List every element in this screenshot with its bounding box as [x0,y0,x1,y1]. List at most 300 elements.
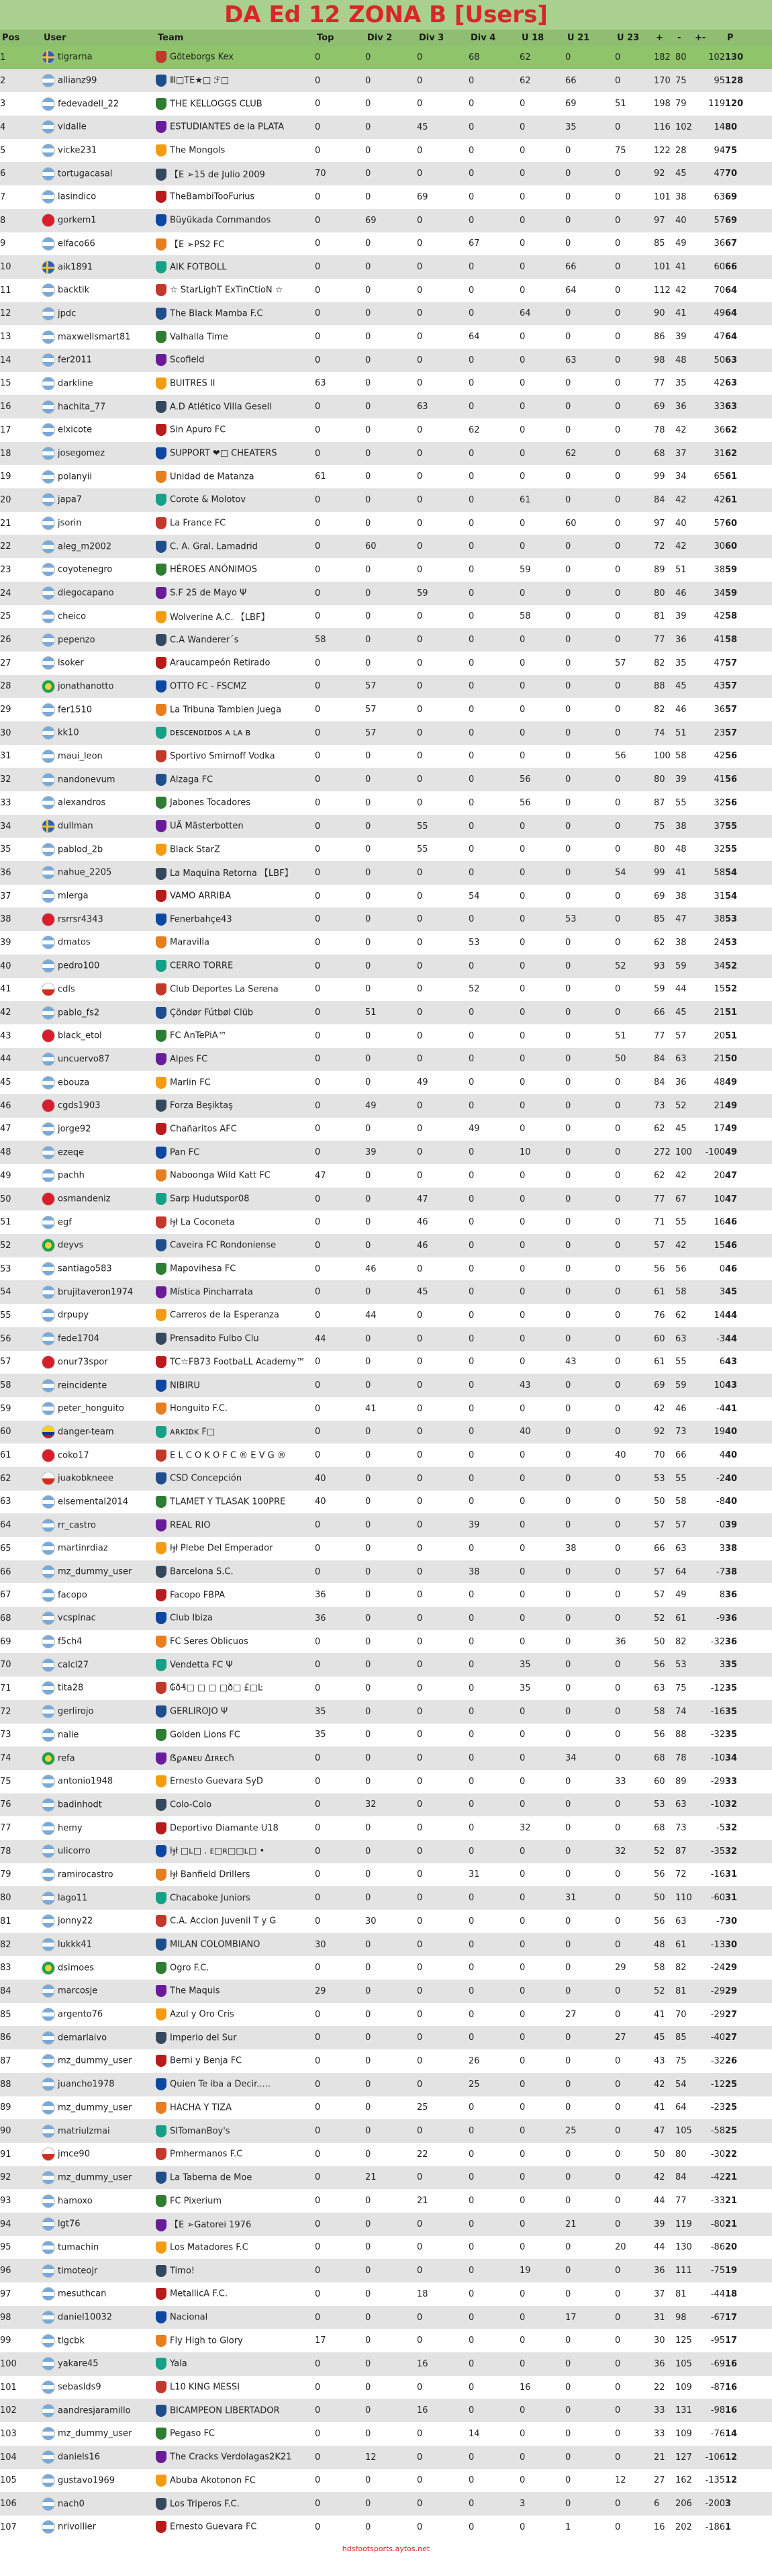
username-link[interactable]: reincidente [58,1380,107,1391]
team-cell[interactable] [156,1700,315,1724]
username-link[interactable]: nrivollier [58,2522,97,2532]
col-header-diff[interactable]: +- [695,32,706,43]
team-name-link[interactable]: ☆ StarLighT ExTinCtioN ☆ [170,285,283,296]
user-cell[interactable] [42,1397,156,1421]
user-cell[interactable] [42,791,156,815]
team-name-link[interactable]: Pegaso FC [170,2428,215,2439]
username-link[interactable]: elfaco66 [58,238,95,249]
user-cell[interactable] [42,815,156,838]
username-link[interactable]: coyotenegro [58,564,113,575]
team-cell[interactable] [156,116,315,139]
team-name-link[interactable]: TC☆FB73 FootbaLL Academy™ [170,1357,305,1368]
username-link[interactable]: egf [58,1217,72,1228]
team-cell[interactable] [156,1607,315,1630]
team-cell[interactable] [156,162,315,185]
team-cell[interactable] [156,1770,315,1793]
team-name-link[interactable]: S.F 25 de Mayo Ψ [170,588,247,598]
col-header-minus[interactable]: - [677,32,681,43]
team-cell[interactable] [156,1024,315,1048]
username-link[interactable]: ezeqe [58,1147,85,1158]
team-cell[interactable] [156,885,315,908]
user-cell[interactable] [42,1560,156,1584]
col-header-div2[interactable]: Div 2 [367,32,393,43]
team-cell[interactable] [156,1746,315,1770]
user-cell[interactable] [42,1024,156,1048]
user-cell[interactable] [42,279,156,302]
team-name-link[interactable]: ESTUDIANTES de la PLATA [170,122,285,132]
team-cell[interactable] [156,1444,315,1467]
username-link[interactable]: tita28 [58,1683,84,1693]
team-name-link[interactable]: CSD Concepción [170,1473,242,1484]
username-link[interactable]: jmce90 [58,2149,90,2160]
team-name-link[interactable]: Carreros de la Esperanza [170,1310,279,1321]
username-link[interactable]: darkline [58,378,93,389]
user-cell[interactable] [42,768,156,791]
team-cell[interactable] [156,1374,315,1397]
user-cell[interactable] [42,2399,156,2422]
team-cell[interactable] [156,1886,315,1910]
user-cell[interactable] [42,2376,156,2399]
username-link[interactable]: deyvs [58,1240,84,1251]
team-cell[interactable] [156,69,315,93]
team-name-link[interactable]: NIBIRU [170,1380,200,1391]
team-name-link[interactable]: GERLIROJO Ψ [170,1706,228,1717]
team-cell[interactable] [156,2446,315,2469]
user-cell[interactable] [42,1724,156,1747]
team-name-link[interactable]: Barcelona S.C. [170,1566,234,1577]
user-cell[interactable] [42,209,156,232]
team-name-link[interactable]: HÉROES ANÓNIMOS [170,564,257,575]
team-name-link[interactable]: C.A. Accion Juvenil T y G [170,1916,277,1926]
team-cell[interactable] [156,1956,315,1980]
team-name-link[interactable]: Chañaritos AFC [170,1124,237,1135]
team-cell[interactable] [156,2306,315,2329]
team-cell[interactable] [156,675,315,699]
username-link[interactable]: nahue_2205 [58,867,112,878]
username-link[interactable]: antonio1948 [58,1776,113,1787]
team-cell[interactable] [156,46,315,69]
team-cell[interactable] [156,279,315,302]
col-header-team[interactable]: Team [158,32,184,43]
team-name-link[interactable]: La Tribuna Tambien Juega [170,705,282,715]
team-name-link[interactable]: Fenerbahçe43 [170,914,232,925]
username-link[interactable]: refa [58,1753,75,1764]
team-name-link[interactable]: Sportivo Smirnoff Vodka [170,751,275,762]
team-name-link[interactable]: BUITRES II [170,378,215,389]
user-cell[interactable] [42,1351,156,1374]
user-cell[interactable] [42,418,156,442]
team-name-link[interactable]: AIK FOTBOLL [170,262,227,273]
team-name-link[interactable]: Prensadito Fulbo Clu [170,1333,259,1344]
team-name-link[interactable]: VAMO ARRIBA [170,891,232,901]
col-header-pos[interactable]: Pos [2,32,20,43]
username-link[interactable]: dullman [58,821,93,832]
team-name-link[interactable]: ŀɟł Plebe Del Emperador [170,1543,273,1554]
user-cell[interactable] [42,885,156,908]
user-cell[interactable] [42,1583,156,1607]
team-cell[interactable] [156,2236,315,2260]
team-name-link[interactable]: OTTO FC - FSCMZ [170,681,247,692]
col-header-plus[interactable]: + [656,32,663,43]
user-cell[interactable] [42,2026,156,2049]
username-link[interactable]: tigrarna [58,52,93,62]
team-name-link[interactable]: Quien Te iba a Decir..... [170,2079,271,2090]
user-cell[interactable] [42,1816,156,1840]
team-cell[interactable] [156,2329,315,2352]
team-cell[interactable] [156,1816,315,1840]
username-link[interactable]: mz_dummy_user [58,2172,132,2183]
team-cell[interactable] [156,1840,315,1863]
team-name-link[interactable]: Corote & Molotov [170,494,246,505]
team-name-link[interactable]: Araucampeón Retirado [170,658,271,668]
username-link[interactable]: vcsplnac [58,1613,96,1624]
team-name-link[interactable]: SUPPORT ❤□ CHEATERS [170,448,277,459]
team-name-link[interactable]: La Taberna de Moe [170,2172,252,2183]
username-link[interactable]: gorkem1 [58,215,97,226]
user-cell[interactable] [42,675,156,699]
col-header-top[interactable]: Top [317,32,334,43]
team-cell[interactable] [156,2492,315,2516]
team-cell[interactable] [156,931,315,954]
team-name-link[interactable]: Yala [170,2358,187,2369]
team-name-link[interactable]: Black StarZ [170,844,220,855]
user-cell[interactable] [42,1886,156,1910]
team-cell[interactable] [156,628,315,652]
user-cell[interactable] [42,954,156,978]
username-link[interactable]: martinrdiaz [58,1543,108,1554]
username-link[interactable]: hachita_77 [58,402,106,412]
team-cell[interactable] [156,255,315,279]
team-name-link[interactable]: C.A Wanderer´s [170,635,239,646]
user-cell[interactable] [42,1677,156,1700]
username-link[interactable]: jsorin [58,518,82,529]
team-name-link[interactable]: Los Triperos F.C. [170,2499,240,2510]
user-cell[interactable] [42,1001,156,1024]
user-cell[interactable] [42,349,156,372]
username-link[interactable]: osmandeniz [58,1194,111,1204]
team-name-link[interactable]: Golden Lions FC [170,1730,240,1740]
user-cell[interactable] [42,255,156,279]
user-cell[interactable] [42,1910,156,1933]
team-name-link[interactable]: TheBambiTooFurius [170,191,255,202]
username-link[interactable]: ebouza [58,1077,90,1088]
username-link[interactable]: calcl27 [58,1660,89,1671]
user-cell[interactable] [42,2003,156,2027]
username-link[interactable]: gustavo1969 [58,2475,115,2486]
team-cell[interactable] [156,1583,315,1607]
user-cell[interactable] [42,92,156,116]
username-link[interactable]: fede1704 [58,1333,99,1344]
team-name-link[interactable]: Alpes FC [170,1054,208,1065]
user-cell[interactable] [42,2236,156,2260]
user-cell[interactable] [42,302,156,326]
team-cell[interactable] [156,2213,315,2236]
username-link[interactable]: elxicote [58,425,93,435]
team-cell[interactable] [156,418,315,442]
team-name-link[interactable]: The Mongols [170,145,226,156]
username-link[interactable]: dmatos [58,937,91,948]
user-cell[interactable] [42,1234,156,1257]
team-cell[interactable] [156,791,315,815]
team-cell[interactable] [156,325,315,349]
team-name-link[interactable]: Mapovihesa FC [170,1263,236,1274]
team-cell[interactable] [156,185,315,209]
team-name-link[interactable]: A.D Atlético Villa Gesell [170,402,272,412]
team-cell[interactable] [156,1280,315,1304]
team-cell[interactable] [156,907,315,931]
team-name-link[interactable]: Los Matadores F.C [170,2242,248,2253]
user-cell[interactable] [42,1374,156,1397]
team-cell[interactable] [156,2003,315,2027]
team-cell[interactable] [156,372,315,396]
username-link[interactable]: aandresjaramillo [58,2405,131,2416]
team-cell[interactable] [156,465,315,488]
username-link[interactable]: pachh [58,1170,85,1181]
team-name-link[interactable]: Abuba Akotonon FC [170,2475,256,2486]
team-name-link[interactable]: SITomanBoy's [170,2126,230,2137]
team-cell[interactable] [156,349,315,372]
team-name-link[interactable]: Jabones Tocadores [170,797,250,808]
team-cell[interactable] [156,232,315,256]
username-link[interactable]: gerlirojo [58,1706,94,1717]
user-cell[interactable] [42,116,156,139]
team-cell[interactable] [156,861,315,885]
team-name-link[interactable]: BICAMPEON LIBERTADOR [170,2405,280,2416]
username-link[interactable]: coko17 [58,1450,89,1461]
team-name-link[interactable]: Göteborgs Kex [170,52,234,62]
col-header-u18[interactable]: U 18 [522,32,544,43]
username-link[interactable]: josegomez [58,448,105,459]
user-cell[interactable] [42,1280,156,1304]
team-name-link[interactable]: MILAN COLOMBIANO [170,1939,260,1950]
user-cell[interactable] [42,2282,156,2306]
team-cell[interactable] [156,1001,315,1024]
user-cell[interactable] [42,582,156,605]
team-cell[interactable] [156,582,315,605]
user-cell[interactable] [42,628,156,652]
user-cell[interactable] [42,2073,156,2096]
user-cell[interactable] [42,2259,156,2282]
team-name-link[interactable]: The Maquis [170,1986,220,1996]
team-name-link[interactable]: Büyükada Commandos [170,215,271,226]
col-header-user[interactable]: User [44,32,66,43]
username-link[interactable]: nandonevum [58,774,115,785]
col-header-div4[interactable]: Div 4 [471,32,496,43]
user-cell[interactable] [42,558,156,582]
team-cell[interactable] [156,1234,315,1257]
team-name-link[interactable]: The Cracks Verdolagas2K21 [170,2452,292,2462]
user-cell[interactable] [42,1770,156,1793]
user-cell[interactable] [42,372,156,396]
team-name-link[interactable]: 【E ➢15 de Julio 2009 [170,169,265,180]
team-name-link[interactable]: Chacaboke Juniors [170,1893,250,1904]
team-name-link[interactable]: Azul y Oro Cris [170,2009,234,2020]
team-cell[interactable] [156,1513,315,1537]
team-name-link[interactable]: UÄ Mästerbotten [170,821,244,832]
username-link[interactable]: hamoxo [58,2196,93,2207]
user-cell[interactable] [42,1071,156,1094]
team-name-link[interactable]: Wolverine A.C. 【LBF】 [170,612,270,623]
user-cell[interactable] [42,1607,156,1630]
team-name-link[interactable]: Scofield [170,355,205,365]
username-link[interactable]: maui_leon [58,751,103,762]
team-cell[interactable] [156,2352,315,2376]
team-cell[interactable] [156,1980,315,2003]
username-link[interactable]: lasindico [58,191,97,202]
username-link[interactable]: elsemental2014 [58,1497,129,1507]
user-cell[interactable] [42,1980,156,2003]
username-link[interactable]: argento76 [58,2009,103,2020]
user-cell[interactable] [42,1048,156,1071]
team-cell[interactable] [156,1351,315,1374]
team-name-link[interactable]: Forza Beşiktaş [170,1100,233,1111]
user-cell[interactable] [42,1491,156,1514]
team-cell[interactable] [156,1724,315,1747]
team-cell[interactable] [156,1467,315,1491]
username-link[interactable]: mz_dummy_user [58,2055,132,2066]
team-cell[interactable] [156,2096,315,2120]
username-link[interactable]: diegocapano [58,588,114,598]
team-name-link[interactable]: La Maquina Retorna 【LBF】 [170,869,293,879]
user-cell[interactable] [42,1630,156,1654]
team-cell[interactable] [156,1118,315,1141]
team-cell[interactable] [156,535,315,558]
team-name-link[interactable]: HACHA Y TIZA [170,2102,232,2113]
username-link[interactable]: facopo [58,1590,87,1601]
team-cell[interactable] [156,815,315,838]
user-cell[interactable] [42,2352,156,2376]
team-name-link[interactable]: REAL RIO [170,1520,211,1531]
team-name-link[interactable]: Imperio del Sur [170,2033,237,2043]
team-name-link[interactable]: Fly High to Glory [170,2336,243,2346]
team-name-link[interactable]: Naboonga Wild Katt FC [170,1170,271,1181]
username-link[interactable]: black_etol [58,1030,102,1041]
user-cell[interactable] [42,721,156,745]
team-cell[interactable] [156,1210,315,1234]
team-cell[interactable] [156,92,315,116]
user-cell[interactable] [42,2469,156,2493]
username-link[interactable]: onur73spor [58,1357,108,1368]
team-name-link[interactable]: Pmhermanos F.C [170,2149,243,2160]
user-cell[interactable] [42,1537,156,1560]
username-link[interactable]: mz_dummy_user [58,1566,132,1577]
username-link[interactable]: tumachin [58,2242,99,2253]
team-cell[interactable] [156,768,315,791]
team-cell[interactable] [156,1048,315,1071]
team-cell[interactable] [156,2073,315,2096]
username-link[interactable]: marcosje [58,1986,98,1996]
team-cell[interactable] [156,1910,315,1933]
team-cell[interactable] [156,1094,315,1118]
team-cell[interactable] [156,2119,315,2143]
user-cell[interactable] [42,232,156,256]
user-cell[interactable] [42,1164,156,1188]
user-cell[interactable] [42,698,156,721]
user-cell[interactable] [42,69,156,93]
col-header-u23[interactable]: U 23 [617,32,640,43]
username-link[interactable]: nach0 [58,2499,85,2510]
user-cell[interactable] [42,2119,156,2143]
team-cell[interactable] [156,2143,315,2166]
team-name-link[interactable]: Honguito F.C. [170,1403,228,1414]
user-cell[interactable] [42,652,156,675]
col-header-div3[interactable]: Div 3 [419,32,444,43]
username-link[interactable]: matriulzmai [58,2126,110,2137]
user-cell[interactable] [42,1327,156,1351]
team-cell[interactable] [156,698,315,721]
user-cell[interactable] [42,1257,156,1281]
username-link[interactable]: f5ch4 [58,1636,83,1647]
team-cell[interactable] [156,2189,315,2213]
team-name-link[interactable]: ₲ð₰□ □ □ □ð□ £□Ŀ [170,1683,263,1693]
user-cell[interactable] [42,1700,156,1724]
username-link[interactable]: lsoker [58,658,84,668]
username-link[interactable]: pedro100 [58,961,100,971]
username-link[interactable]: juakobkneee [58,1473,113,1484]
user-cell[interactable] [42,162,156,185]
team-name-link[interactable]: 【E ➢Gatorei 1976 [170,2220,252,2231]
team-name-link[interactable]: FC Seres Oblicuos [170,1636,248,1647]
team-name-link[interactable]: Mística Pincharrata [170,1287,253,1298]
username-link[interactable]: daniels16 [58,2452,100,2462]
team-name-link[interactable]: Alzaga FC [170,774,213,785]
team-name-link[interactable]: Deportivo Diamante U18 [170,1823,279,1834]
user-cell[interactable] [42,2166,156,2190]
team-cell[interactable] [156,2516,315,2539]
username-link[interactable]: polanyii [58,472,92,482]
team-cell[interactable] [156,1257,315,1281]
team-name-link[interactable]: Ernesto Guevara FC [170,2522,257,2532]
username-link[interactable]: jonathanotto [58,681,114,692]
team-cell[interactable] [156,1141,315,1164]
team-name-link[interactable]: Vendetta FC Ψ [170,1660,233,1671]
team-cell[interactable] [156,2422,315,2446]
username-link[interactable]: pablod_2b [58,844,103,855]
team-cell[interactable] [156,209,315,232]
user-cell[interactable] [42,442,156,465]
username-link[interactable]: aleg_m2002 [58,541,112,552]
team-cell[interactable] [156,2026,315,2049]
username-link[interactable]: danger-team [58,1427,114,1437]
team-cell[interactable] [156,1397,315,1421]
footer-link[interactable]: hdsfootsports.aytos.net [342,2544,430,2553]
user-cell[interactable] [42,2213,156,2236]
team-name-link[interactable]: Club Deportes La Serena [170,984,279,995]
user-cell[interactable] [42,1933,156,1957]
team-cell[interactable] [156,721,315,745]
team-cell[interactable] [156,1653,315,1677]
user-cell[interactable] [42,2516,156,2539]
user-cell[interactable] [42,325,156,349]
team-name-link[interactable]: 【E ➢PS2 FC [170,239,225,250]
user-cell[interactable] [42,139,156,163]
username-link[interactable]: rsrrsr4343 [58,914,103,925]
username-link[interactable]: tlgcbk [58,2336,85,2346]
username-link[interactable]: hemy [58,1823,83,1834]
username-link[interactable]: peter_honguito [58,1403,124,1414]
username-link[interactable]: fer2011 [58,355,93,365]
team-name-link[interactable]: L10 KING MESSI [170,2382,240,2393]
team-cell[interactable] [156,2469,315,2493]
team-name-link[interactable]: Club Ibiza [170,1613,213,1624]
username-link[interactable]: mesuthcan [58,2289,107,2299]
username-link[interactable]: mz_dummy_user [58,2102,132,2113]
username-link[interactable]: fedevadell_22 [58,99,119,109]
user-cell[interactable] [42,1956,156,1980]
user-cell[interactable] [42,1653,156,1677]
username-link[interactable]: nalie [58,1730,79,1740]
team-name-link[interactable]: ŀɟł □ʟ□ . ᴇ□ʀ□□ʟ□ • [170,1846,265,1857]
